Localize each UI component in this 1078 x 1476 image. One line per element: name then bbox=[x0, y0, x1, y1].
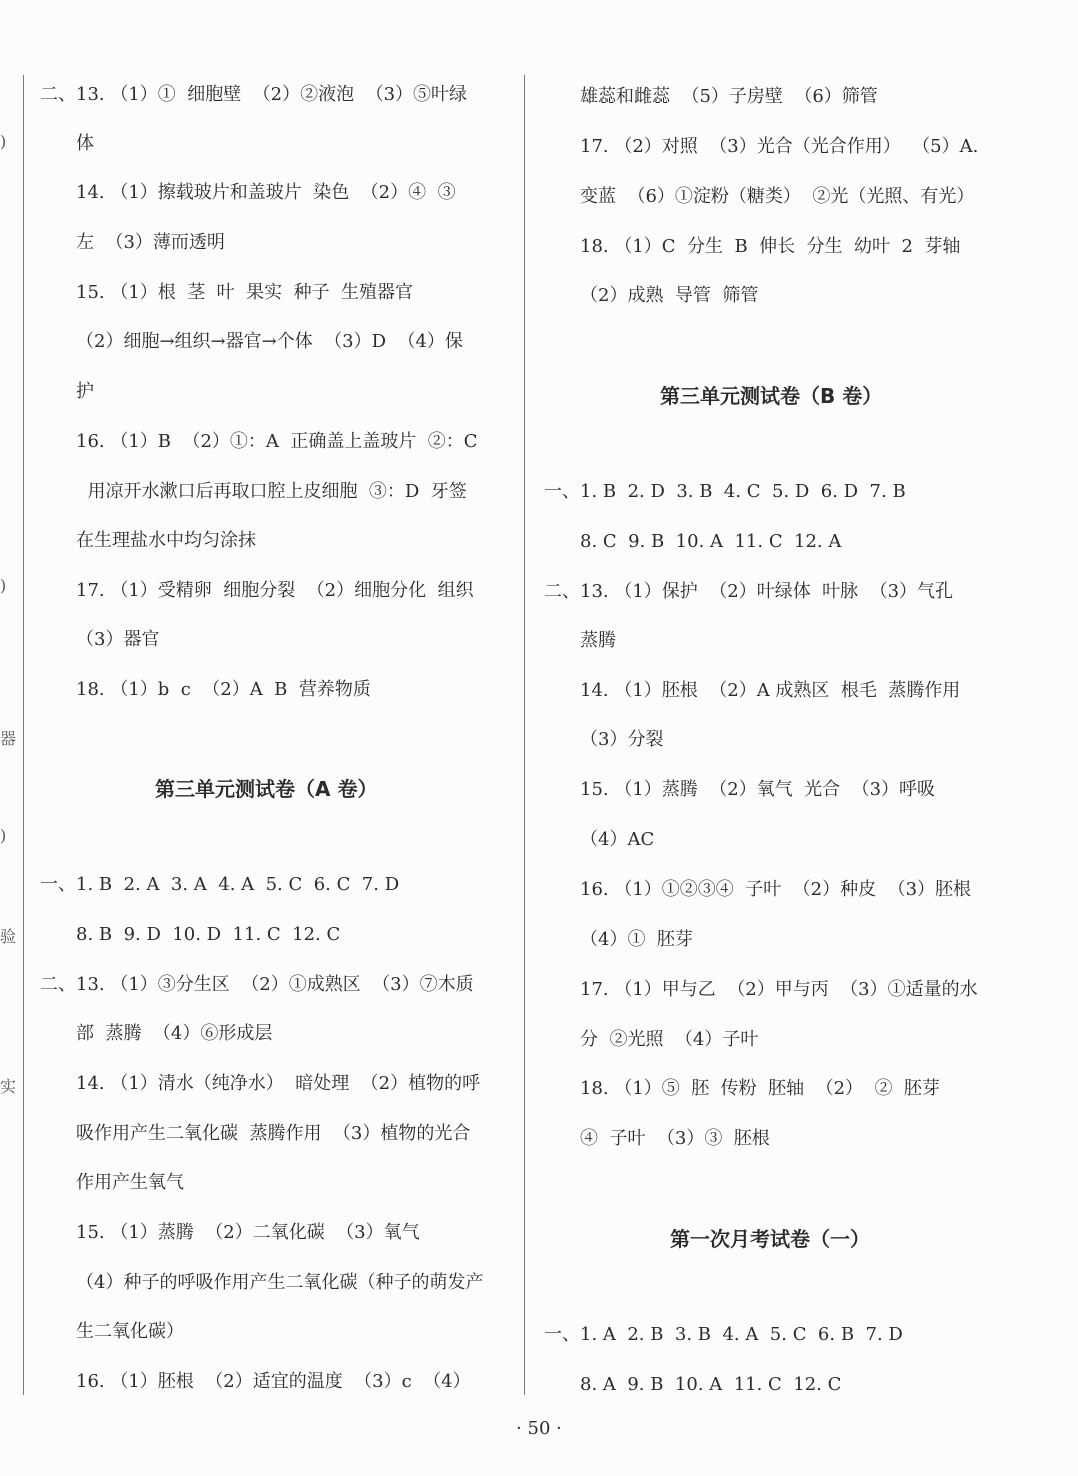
answer-line: （4）AC bbox=[580, 829, 655, 850]
answer-line: 15. （1）蒸腾 （2）氧气 光合 （3）呼吸 bbox=[580, 779, 936, 800]
answer-line: 15. （1）根 茎 叶 果实 种子 生殖器官 bbox=[76, 282, 414, 303]
answer-line: 16. （1）胚根 （2）适宜的温度 （3）c （4） bbox=[76, 1371, 471, 1392]
answer-line: 生二氧化碳） bbox=[76, 1321, 184, 1342]
gutter-mark: ) bbox=[0, 826, 7, 845]
answer-line: 17. （1）甲与乙 （2）甲与丙 （3）①适量的水 bbox=[580, 979, 978, 1000]
answer-line: 在生理盐水中均匀涂抹 bbox=[76, 530, 256, 551]
answer-line: 一、1. A 2. B 3. B 4. A 5. C 6. B 7. D bbox=[544, 1324, 903, 1345]
answer-line: （3）分裂 bbox=[580, 729, 664, 750]
answer-line: 一、1. B 2. D 3. B 4. C 5. D 6. D 7. B bbox=[544, 481, 906, 502]
answer-line: 二、13. （1）保护 （2）叶绿体 叶脉 （3）气孔 bbox=[544, 581, 954, 602]
answer-line: 用凉开水漱口后再取口腔上皮细胞 ③：D 牙签 bbox=[76, 481, 467, 502]
answer-line: 蒸腾 bbox=[580, 630, 616, 651]
answer-line: 14. （1）胚根 （2）A 成熟区 根毛 蒸腾作用 bbox=[580, 680, 961, 701]
gutter-mark: 实 bbox=[0, 1077, 17, 1096]
answer-line: 部 蒸腾 （4）⑥形成层 bbox=[76, 1023, 273, 1044]
answer-line: （2）成熟 导管 筛管 bbox=[580, 285, 759, 306]
answer-line: 18. （1）⑤ 胚 传粉 胚轴 （2） ② 胚芽 bbox=[580, 1078, 940, 1099]
answer-line: 变蓝 （6）①淀粉（糖类） ②光（光照、有光） bbox=[580, 186, 975, 207]
answer-line: 8. A 9. B 10. A 11. C 12. C bbox=[580, 1374, 842, 1395]
section-title-monthly: 第一次月考试卷（一） bbox=[670, 1227, 870, 1251]
answer-line: 8. C 9. B 10. A 11. C 12. A bbox=[580, 531, 842, 552]
answer-line: ④ 子叶 （3）③ 胚根 bbox=[580, 1128, 770, 1149]
answer-line: 二、13. （1）① 细胞壁 （2）②液泡 （3）⑤叶绿 bbox=[40, 84, 468, 105]
answer-line: 8. B 9. D 10. D 11. C 12. C bbox=[76, 924, 341, 945]
answer-line: 左 （3）薄而透明 bbox=[76, 232, 225, 253]
answer-line: 17. （1）受精卵 细胞分裂 （2）细胞分化 组织 bbox=[76, 580, 474, 601]
answer-line: 18. （1）C 分生 B 伸长 分生 幼叶 2 芽轴 bbox=[580, 236, 961, 257]
gutter-mark: ) bbox=[0, 132, 7, 151]
section-title-a: 第三单元测试卷（A 卷） bbox=[155, 777, 378, 801]
gutter-mark: ) bbox=[0, 576, 7, 595]
section-title-b: 第三单元测试卷（B 卷） bbox=[660, 384, 883, 408]
answer-line: 16. （1）B （2）①：A 正确盖上盖玻片 ②：C bbox=[76, 431, 478, 452]
answer-line: 二、13. （1）③分生区 （2）①成熟区 （3）⑦木质 bbox=[40, 974, 474, 995]
column-divider bbox=[524, 75, 525, 1395]
answer-line: 吸作用产生二氧化碳 蒸腾作用 （3）植物的光合 bbox=[76, 1123, 471, 1144]
answer-line: 17. （2）对照 （3）光合（光合作用） （5）A. bbox=[580, 136, 979, 157]
answer-line: 作用产生氧气 bbox=[76, 1172, 184, 1193]
page-number: · 50 · bbox=[516, 1418, 562, 1439]
gutter-mark: 器 bbox=[0, 729, 17, 748]
answer-line: （4）种子的呼吸作用产生二氧化碳（种子的萌发产 bbox=[76, 1272, 484, 1293]
answer-line: （4）① 胚芽 bbox=[580, 929, 693, 950]
answer-line: （2）细胞→组织→器官→个体 （3）D （4）保 bbox=[76, 331, 463, 352]
answer-line: 14. （1）清水（纯净水） 暗处理 （2）植物的呼 bbox=[76, 1073, 481, 1094]
answer-line: 雄蕊和雌蕊 （5）子房壁 （6）筛管 bbox=[580, 86, 878, 107]
gutter-mark: 验 bbox=[0, 927, 17, 946]
left-margin-rule bbox=[23, 75, 24, 1395]
answer-line: 15. （1）蒸腾 （2）二氧化碳 （3）氧气 bbox=[76, 1222, 420, 1243]
answer-line: 体 bbox=[76, 133, 94, 154]
answer-line: 分 ②光照 （4）子叶 bbox=[580, 1029, 759, 1050]
answer-line: 16. （1）①②③④ 子叶 （2）种皮 （3）胚根 bbox=[580, 879, 972, 900]
answer-line: （3）器官 bbox=[76, 629, 160, 650]
answer-line: 18. （1）b c （2）A B 营养物质 bbox=[76, 679, 371, 700]
answer-line: 一、1. B 2. A 3. A 4. A 5. C 6. C 7. D bbox=[40, 874, 400, 895]
answer-line: 14. （1）擦载玻片和盖玻片 染色 （2）④ ③ bbox=[76, 182, 456, 203]
answer-line: 护 bbox=[76, 381, 94, 402]
